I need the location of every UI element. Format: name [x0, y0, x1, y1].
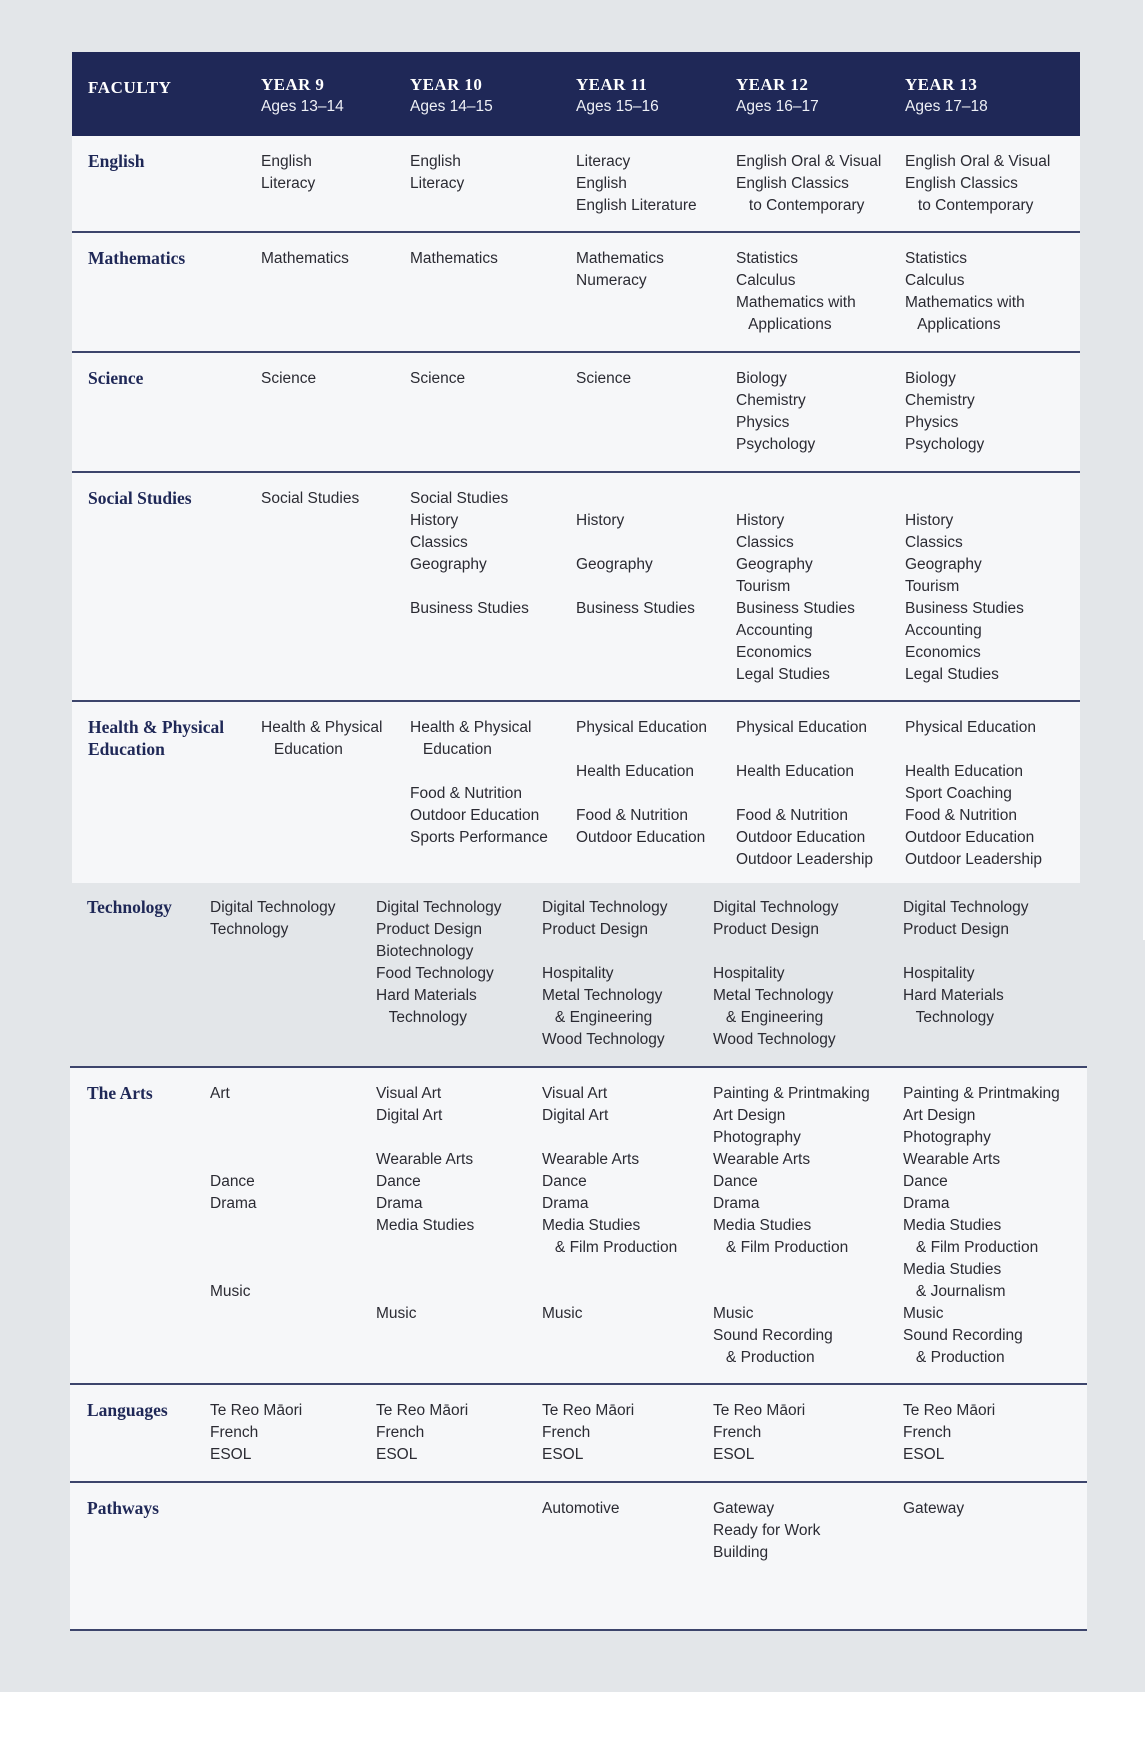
year-label: YEAR 10: [410, 75, 483, 94]
faculty-column-header: FACULTY: [88, 78, 172, 97]
table-row: [70, 1068, 1087, 1385]
course-cell: Science: [410, 370, 466, 387]
year-11-header: [576, 74, 659, 118]
course-cell: Visual Art Digital Art Wearable Arts Dance Drama Media Studies & Film Production Music: [542, 1085, 678, 1322]
course-cell: Digital Technology Product Design Biotechnology Food Technology Hard Materials Technology: [376, 899, 502, 1026]
age-label: Ages 13–14: [261, 98, 344, 115]
course-cell: Social Studies History Classics Geography Business Studies: [410, 490, 529, 617]
course-cell: Biology Chemistry Physics Psychology: [736, 370, 816, 453]
course-cell: Health & Physical Education Food & Nutrition Outdoor Education Sports Performance: [410, 719, 548, 846]
age-label: Ages 16–17: [736, 98, 819, 115]
faculty-name: Mathematics: [88, 248, 186, 268]
course-cell: Social Studies: [261, 490, 360, 507]
faculty-name: The Arts: [87, 1083, 153, 1103]
course-cell: Digital Technology Product Design Hospitality Hard Materials Technology: [903, 899, 1029, 1026]
course-cell: English Oral & Visual English Classics to Contemporary: [905, 153, 1051, 214]
course-cell: Statistics Calculus Mathematics with Applications: [736, 250, 856, 333]
course-cell: Digital Technology Product Design Hospitality Metal Technology & Engineering Wood Technology: [542, 899, 668, 1048]
course-cell: Visual Art Digital Art Wearable Arts Dance Drama Media Studies Music: [376, 1085, 475, 1322]
course-cell: History Classics Geography Tourism Business Studies Accounting Economics Legal Studies: [736, 512, 855, 683]
course-cell: Te Reo Māori French ESOL: [713, 1402, 806, 1463]
course-cell: Biology Chemistry Physics Psychology: [905, 370, 985, 453]
year-label: YEAR 11: [576, 75, 648, 94]
course-cell: Art Dance Drama Music: [210, 1085, 257, 1300]
course-cell: Te Reo Māori French ESOL: [903, 1402, 996, 1463]
course-cell: History Classics Geography Tourism Business Studies Accounting Economics Legal Studies: [905, 512, 1024, 683]
course-cell: Digital Technology Technology: [210, 899, 336, 938]
faculty-name: Technology: [87, 897, 172, 917]
faculty-name: Pathways: [87, 1498, 159, 1518]
year-10-header: [410, 74, 493, 118]
faculty-name: Social Studies: [88, 488, 192, 508]
course-cell: Physical Education Health Education Sport Coaching Food & Nutrition Outdoor Education Outdoor Leadership: [905, 719, 1043, 868]
course-cell: English Literacy: [261, 153, 316, 192]
course-cell: Mathematics Numeracy: [576, 250, 664, 289]
course-cell: Gateway: [903, 1500, 965, 1517]
age-label: Ages 14–15: [410, 98, 493, 115]
course-cell: Painting & Printmaking Art Design Photography Wearable Arts Dance Drama Media Studies & Film Production Media Studies & Journalism Music Sound Recording & Production: [903, 1085, 1060, 1366]
course-cell: Science: [261, 370, 317, 387]
table-row: [72, 473, 1080, 702]
table-row: [70, 1385, 1087, 1483]
course-cell: Te Reo Māori French ESOL: [376, 1402, 469, 1463]
table-row: [72, 702, 1080, 883]
table-row: [70, 883, 1087, 1068]
year-13-header: [905, 74, 988, 118]
table-row: [70, 1483, 1087, 1631]
course-cell: English Oral & Visual English Classics to Contemporary: [736, 153, 882, 214]
course-cell: Painting & Printmaking Art Design Photography Wearable Arts Dance Drama Media Studies & Film Production Music Sound Recording & Production: [713, 1085, 870, 1366]
course-cell: Physical Education Health Education Food & Nutrition Outdoor Education Outdoor Leadership: [736, 719, 874, 868]
course-cell: Literacy English English Literature: [576, 153, 697, 214]
course-cell: Automotive: [542, 1500, 620, 1517]
table-header: [72, 52, 1080, 136]
age-label: Ages 17–18: [905, 98, 988, 115]
course-cell: Te Reo Māori French ESOL: [210, 1402, 303, 1463]
course-cell: Gateway Ready for Work Building: [713, 1500, 821, 1561]
year-9-header: [261, 74, 344, 118]
faculty-name: English: [88, 151, 145, 171]
age-label: Ages 15–16: [576, 98, 659, 115]
course-cell: Te Reo Māori French ESOL: [542, 1402, 635, 1463]
course-cell: Science: [576, 370, 632, 387]
year-label: YEAR 12: [736, 75, 809, 94]
year-12-header: [736, 74, 819, 118]
table-row: [72, 353, 1080, 473]
year-label: YEAR 9: [261, 75, 325, 94]
course-cell: History Geography Business Studies: [576, 512, 695, 617]
course-cell: Statistics Calculus Mathematics with Applications: [905, 250, 1025, 333]
course-cell: Mathematics: [261, 250, 349, 267]
course-cell: Health & Physical Education: [261, 719, 383, 758]
course-cell: English Literacy: [410, 153, 465, 192]
table-row: [72, 136, 1080, 233]
faculty-name: Science: [88, 368, 144, 388]
course-cell: Physical Education Health Education Food & Nutrition Outdoor Education: [576, 719, 707, 846]
course-table: [72, 52, 1080, 1631]
table-row: [72, 233, 1080, 353]
faculty-name: Health & Physical Education: [88, 717, 225, 759]
course-cell: Digital Technology Product Design Hospitality Metal Technology & Engineering Wood Technology: [713, 899, 839, 1048]
year-label: YEAR 13: [905, 75, 978, 94]
course-cell: Mathematics: [410, 250, 498, 267]
faculty-name: Languages: [87, 1400, 168, 1420]
